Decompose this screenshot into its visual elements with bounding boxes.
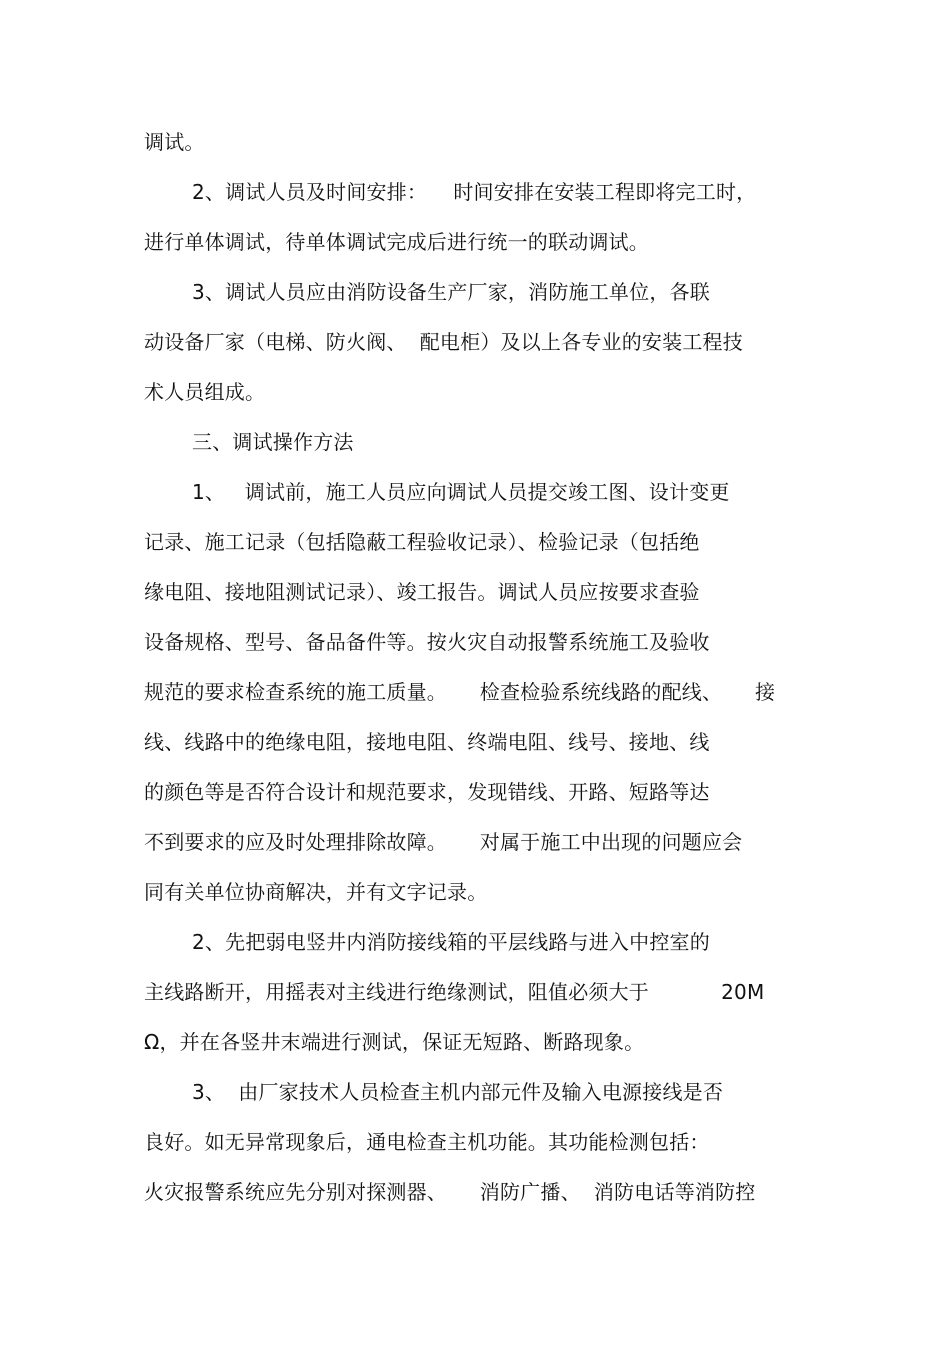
text-line-13: 线、线路中的绝缘电阻，接地电阻、终端电阻、线号、接地、线 bbox=[144, 730, 710, 754]
text-line-10: 缘电阻、接地阻测试记录）、竣工报告。调试人员应按要求查验 bbox=[144, 580, 700, 604]
text-line-11: 设备规格、型号、备品备件等。按火灾自动报警系统施工及验收 bbox=[144, 630, 710, 654]
text-line-1: 调试。 bbox=[144, 130, 205, 154]
text-line-12: 规范的要求检查系统的施工质量。 检查检验系统线路的配线、 接 bbox=[144, 680, 776, 704]
text-line-8: 1、 调试前，施工人员应向调试人员提交竣工图、设计变更 bbox=[192, 480, 730, 504]
text-line-15: 不到要求的应及时处理排除故障。 对属于施工中出现的问题应会 bbox=[144, 830, 743, 854]
text-line-16: 同有关单位协商解决，并有文字记录。 bbox=[144, 880, 488, 904]
text-line-18: 主线路断开，用摇表对主线进行绝缘测试，阻值必须大于 20M bbox=[144, 980, 765, 1004]
text-line-5: 动设备厂家（电梯、防火阀、 配电柜）及以上各专业的安装工程技 bbox=[144, 330, 743, 354]
text-line-21: 良好。如无异常现象后，通电检查主机功能。其功能检测包括： bbox=[144, 1130, 710, 1154]
text-line-19: Ω，并在各竖井末端进行测试，保证无短路、断路现象。 bbox=[144, 1030, 645, 1054]
text-line-22: 火灾报警系统应先分别对探测器、 消防广播、 消防电话等消防控 bbox=[144, 1180, 756, 1204]
section-heading: 三、调试操作方法 bbox=[192, 430, 354, 454]
text-line-3: 进行单体调试，待单体调试完成后进行统一的联动调试。 bbox=[144, 230, 649, 254]
text-line-6: 术人员组成。 bbox=[144, 380, 266, 404]
text-line-4: 3、调试人员应由消防设备生产厂家，消防施工单位，各联 bbox=[192, 280, 710, 304]
text-line-14: 的颜色等是否符合设计和规范要求，发现错线、开路、短路等达 bbox=[144, 780, 710, 804]
text-line-17: 2、先把弱电竖井内消防接线箱的平层线路与进入中控室的 bbox=[192, 930, 710, 954]
text-line-20: 3、 由厂家技术人员检查主机内部元件及输入电源接线是否 bbox=[192, 1080, 724, 1104]
text-line-2: 2、调试人员及时间安排： 时间安排在安装工程即将完工时， bbox=[192, 180, 757, 204]
text-line-9: 记录、施工记录（包括隐蔽工程验收记录）、检验记录（包括绝 bbox=[144, 530, 700, 554]
